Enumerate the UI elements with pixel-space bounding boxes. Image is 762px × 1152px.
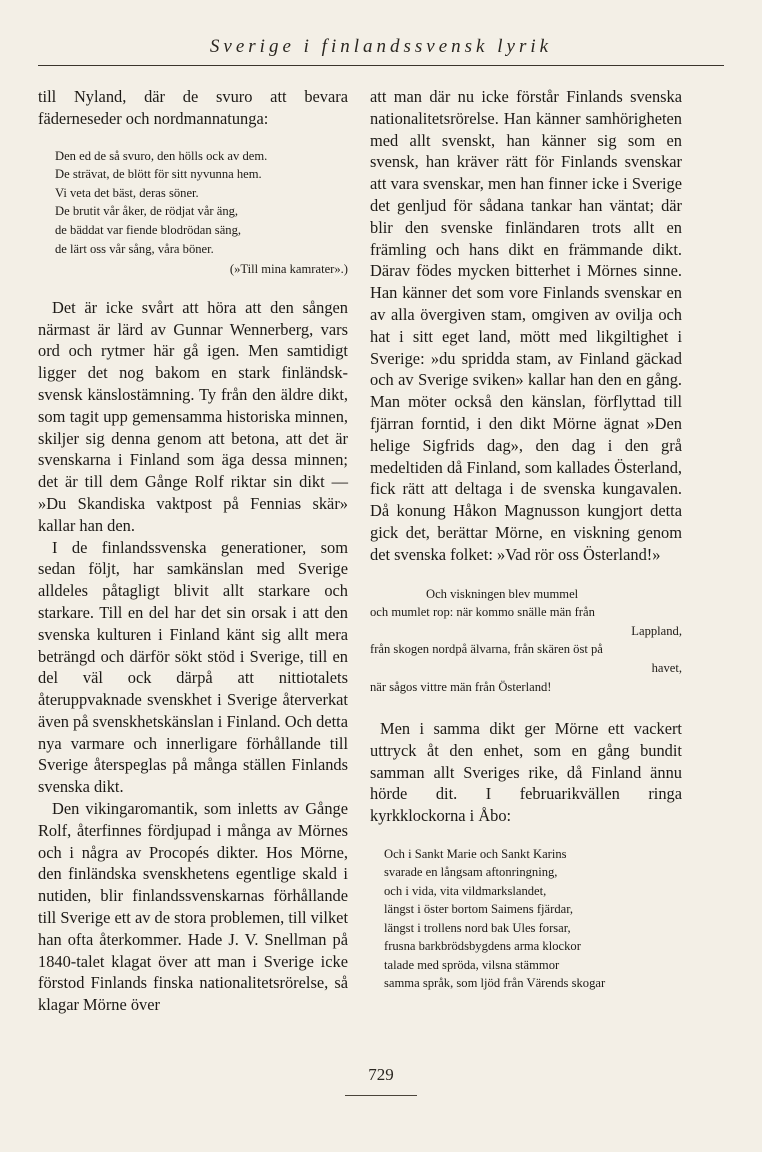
paragraph: Men i samma dikt ger Mörne ett vackert uttryck åt den enhet, som en gång bundit samman allt Sveriges rike, då Finland ännu hörde dit. I februarikvällen ringa kyrkklockorna i Åbo: — [370, 719, 682, 826]
verse-block — [384, 845, 682, 992]
verse-line: de lärt oss vår sång, våra böner. — [55, 241, 214, 256]
verse-line: De strävat, de blött för sitt nyvunna hem. — [55, 167, 262, 182]
footer-rule — [345, 1095, 417, 1096]
verse-line: samma språk, som ljöd från Värends skogar — [384, 975, 606, 990]
verse-line: svarade en långsam aftonringning, — [384, 865, 558, 880]
verse-line: och mumlet rop: när kommo snälle män från — [370, 605, 595, 620]
verse-line: längst i trollens nord bak Ules forsar, — [384, 920, 571, 935]
verse-line: längst i öster bortom Saimens fjärdar, — [384, 902, 574, 917]
verse-line: Och i Sankt Marie och Sankt Karins — [384, 847, 567, 862]
verse-line-continuation: Lappland, — [631, 623, 682, 638]
verse-line-continuation: havet, — [651, 660, 682, 675]
verse-block — [55, 147, 348, 279]
verse-line: och i vida, vita vildmarkslandet, — [384, 883, 547, 898]
verse-line: Och viskningen blev mummel — [426, 586, 579, 601]
paragraph: till Nyland, där de svuro att bevara fäderneseder och nordmannatunga: — [38, 87, 348, 128]
running-header: Sverige i finlandssvensk lyrik — [209, 36, 553, 57]
verse-line: talade med spröda, vilsna stämmor — [384, 957, 560, 972]
verse-citation: (»Till mina kamrater».) — [229, 262, 348, 277]
verse-line: De brutit vår åker, de rödjat vår äng, — [55, 204, 239, 219]
verse-line: Den ed de så svuro, den hölls ock av dem. — [55, 148, 268, 163]
paragraph: I de finlandssvenska generationer, som sedan följt, har samkänslan med Sverige alldeles påtagligt blivit allt starkare och starkare. Till en del har det sin orsak i att den svenska kulturen i Finland känt sig allt mera beträngd och därför sökt stöd i Sverige, till en del väl ock därpå att nittiotalets återuppvaknade svenskhet i Sverige återverkat även på svenskhetskänslan i Finland. Och detta nya varmare och innerligare förhållande till Sverige återspeglas på många ställen Finlands svenska dikt. — [38, 537, 348, 797]
verse-line: Vi veta det bäst, deras söner. — [55, 185, 199, 200]
right-column — [370, 86, 682, 992]
verse-line: från skogen nordpå älvarna, från skären öst på — [370, 642, 603, 657]
paragraph: Det är icke svårt att höra att den sången närmast är lärd av Gunnar Wennerberg, vars ord och rytmer här gå igen. Men samtidigt ligger det nog bakom en stark finländsk-svensk känslostämning. Ty från den äldre dikt, som tagit upp gemensamma historiska minnen, skiljer sig denna genom att betona, att det är svenskarna i Finland som äga dessa minnen; det är till dem Gånge Rolf riktar sin dikt — »Du Skandiska vaktpost på Fennias skär» kallar han den. — [38, 297, 348, 535]
paragraph: Den vikingaromantik, som inletts av Gånge Rolf, återfinnes fördjupad i många av Mörnes och i några av Procopés dikter. Hos Mörne, den finländska svenskhetens egentlige skald i nutiden, blir finlandssvenskarnas förhållande till Sverige ett av de stora problemen, till vilket han ofta återkommer. Hade J. V. Snellman på 1840-talet klagat över att man i Sverige icke förstod Finlands finska nationalitetsrörelse, så klagar Mörne över — [38, 799, 348, 1015]
verse-line: frusna barkbrödsbygdens arma klockor — [384, 939, 581, 954]
verse-block — [370, 585, 682, 697]
page-number: 729 — [368, 1065, 394, 1084]
left-column — [38, 86, 348, 1016]
verse-line: de bäddat var fiende blodrödan säng, — [55, 222, 242, 237]
header-rule — [38, 65, 724, 66]
verse-line: när sågos vittre män från Österland! — [370, 679, 552, 694]
paragraph: att man där nu icke förstår Finlands svenska nationalitetsrörelse. Han känner samhörigheten med allt svenskt, han känner sig som en svensk, han kräver rätt för Finlands svenskar att vara svenskar, men han finner icke i Sverige det genljud för sådana tankar han väntat; där blir den svenske finländaren trots allt en främling och hans dikt en främmande dikt. Därav födes mycken bitterhet i Mörnes sinne. Han känner det som vore Finlands svenskar en av alla övergiven stam, omgiven av ovilja och hat i sitt eget land, mött med likgiltighet i Sverige: »du spridda stam, av Finland gäckad och av Sverige sviken» kallar han den en gång. Man möter också den känslan, förflyttad till fjärran forntid, i den dikt Mörne ägnat »Den helige Sigfrids dag», den dag i den grå medeltiden då Finland, som kallades Österland, fick rätt att deltaga i de svenska kungavalen. Då konung Håkon Magnusson kungjort detta gick det, berättar Mörne, en viskning genom det svenska folket: »Vad rör oss Österland!» — [370, 87, 682, 564]
